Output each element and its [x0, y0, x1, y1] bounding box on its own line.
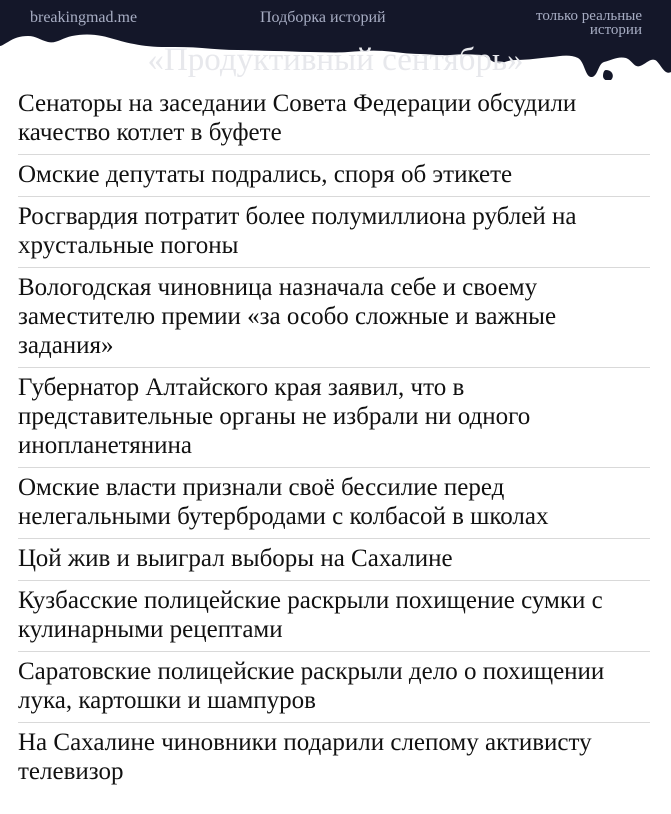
- story-item: Кузбасские полицейские раскрыли похищение сумки с кулинарными рецептами: [18, 581, 650, 652]
- header-banner: [0, 0, 671, 80]
- story-item: На Сахалине чиновники подарили слепому активисту телевизор: [18, 729, 592, 785]
- story-item: Росгвардия потратит более полумиллиона рублей на хрустальные погоны: [18, 197, 650, 268]
- story-item: Омские власти признали своё бессилие перед нелегальными бутербродами с колбасой в школах: [18, 468, 650, 539]
- story-item: Омские депутаты подрались, споря об этикете: [18, 155, 650, 197]
- story-item: Цой жив и выиграл выборы на Сахалине: [18, 539, 650, 581]
- section-name: Подборка историй: [260, 9, 386, 26]
- story-item: Вологодская чиновница назначала себе и своему заместителю премии «за особо сложные и важные задания»: [18, 268, 650, 368]
- story-item: Саратовские полицейские раскрыли дело о похищении лука, картошки и шампуров: [18, 652, 650, 723]
- story-item: Губернатор Алтайского края заявил, что в представительные органы не избрали ни одного инопланетянина: [18, 368, 650, 468]
- site-name[interactable]: breakingmad.me: [30, 9, 138, 26]
- story-list: [18, 84, 650, 793]
- collection-title: «Продуктивный сентябрь»: [147, 42, 524, 78]
- site-tagline: только реальные истории: [536, 8, 642, 38]
- story-item: Сенаторы на заседании Совета Федерации обсудили качество котлет в буфете: [18, 84, 650, 155]
